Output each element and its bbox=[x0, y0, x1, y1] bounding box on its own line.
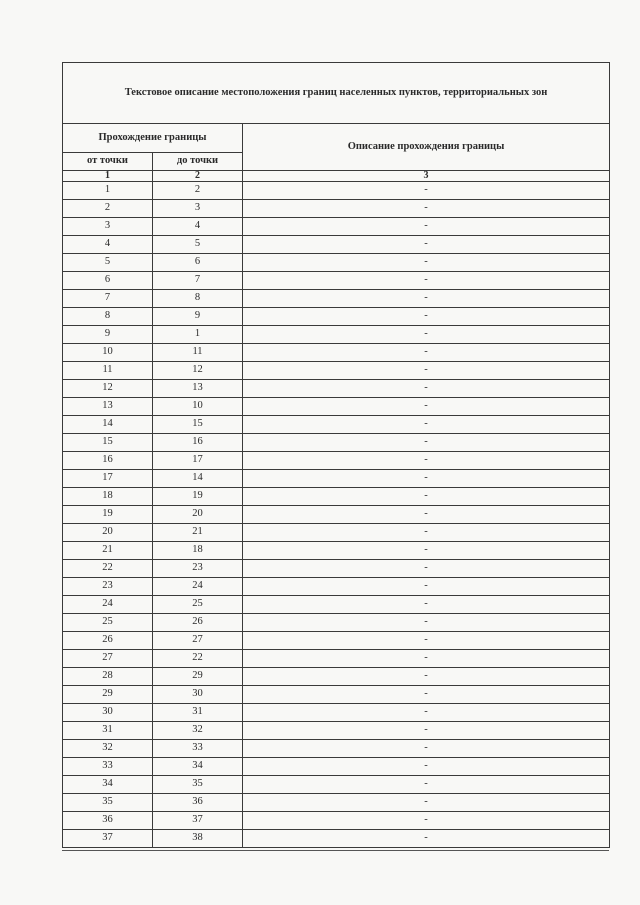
from-point-cell: 20 bbox=[63, 524, 153, 542]
to-point-cell: 30 bbox=[153, 686, 243, 704]
from-point-cell: 5 bbox=[63, 254, 153, 272]
from-point-cell: 2 bbox=[63, 200, 153, 218]
from-point-cell: 8 bbox=[63, 308, 153, 326]
from-point-cell: 15 bbox=[63, 434, 153, 452]
to-point-cell: 9 bbox=[153, 308, 243, 326]
column-number-3: 3 bbox=[243, 171, 610, 182]
description-cell: - bbox=[243, 416, 610, 434]
title-row bbox=[63, 63, 610, 124]
to-point-cell: 5 bbox=[153, 236, 243, 254]
from-point-cell: 21 bbox=[63, 542, 153, 560]
description-cell: - bbox=[243, 272, 610, 290]
to-point-cell: 8 bbox=[153, 290, 243, 308]
column-number-2: 2 bbox=[153, 171, 243, 182]
to-point-cell: 24 bbox=[153, 578, 243, 596]
description-cell: - bbox=[243, 362, 610, 380]
from-point-cell: 37 bbox=[63, 830, 153, 848]
description-cell: - bbox=[243, 524, 610, 542]
from-point-cell: 30 bbox=[63, 704, 153, 722]
description-cell: - bbox=[243, 236, 610, 254]
to-point-cell: 33 bbox=[153, 740, 243, 758]
to-point-cell: 31 bbox=[153, 704, 243, 722]
table-row bbox=[63, 830, 610, 848]
description-cell: - bbox=[243, 470, 610, 488]
from-point-cell: 32 bbox=[63, 740, 153, 758]
header-from-point: от точки bbox=[63, 153, 153, 171]
from-point-cell: 3 bbox=[63, 218, 153, 236]
description-cell: - bbox=[243, 434, 610, 452]
description-cell: - bbox=[243, 704, 610, 722]
to-point-cell: 3 bbox=[153, 200, 243, 218]
to-point-cell: 37 bbox=[153, 812, 243, 830]
to-point-cell: 11 bbox=[153, 344, 243, 362]
from-point-cell: 9 bbox=[63, 326, 153, 344]
to-point-cell: 22 bbox=[153, 650, 243, 668]
from-point-cell: 23 bbox=[63, 578, 153, 596]
table-row bbox=[63, 812, 610, 830]
from-point-cell: 29 bbox=[63, 686, 153, 704]
table-row bbox=[63, 668, 610, 686]
table-row bbox=[63, 416, 610, 434]
description-cell: - bbox=[243, 722, 610, 740]
table-row bbox=[63, 704, 610, 722]
to-point-cell: 7 bbox=[153, 272, 243, 290]
table-row bbox=[63, 326, 610, 344]
table-row bbox=[63, 650, 610, 668]
table-row bbox=[63, 218, 610, 236]
description-cell: - bbox=[243, 578, 610, 596]
table-row bbox=[63, 308, 610, 326]
description-cell: - bbox=[243, 200, 610, 218]
to-point-cell: 18 bbox=[153, 542, 243, 560]
from-point-cell: 10 bbox=[63, 344, 153, 362]
to-point-cell: 6 bbox=[153, 254, 243, 272]
to-point-cell: 1 bbox=[153, 326, 243, 344]
description-cell: - bbox=[243, 650, 610, 668]
to-point-cell: 38 bbox=[153, 830, 243, 848]
table-row bbox=[63, 254, 610, 272]
to-point-cell: 16 bbox=[153, 434, 243, 452]
description-cell: - bbox=[243, 254, 610, 272]
description-cell: - bbox=[243, 542, 610, 560]
from-point-cell: 16 bbox=[63, 452, 153, 470]
table-row bbox=[63, 290, 610, 308]
description-cell: - bbox=[243, 218, 610, 236]
document-title: Текстовое описание местоположения границ населенных пунктов, территориальных зон bbox=[63, 63, 610, 124]
table-row bbox=[63, 182, 610, 200]
table-row bbox=[63, 506, 610, 524]
table-row bbox=[63, 632, 610, 650]
table-row bbox=[63, 362, 610, 380]
description-cell: - bbox=[243, 830, 610, 848]
to-point-cell: 2 bbox=[153, 182, 243, 200]
to-point-cell: 23 bbox=[153, 560, 243, 578]
to-point-cell: 26 bbox=[153, 614, 243, 632]
to-point-cell: 19 bbox=[153, 488, 243, 506]
table-row bbox=[63, 596, 610, 614]
to-point-cell: 14 bbox=[153, 470, 243, 488]
header-to-point: до точки bbox=[153, 153, 243, 171]
from-point-cell: 24 bbox=[63, 596, 153, 614]
description-cell: - bbox=[243, 668, 610, 686]
to-point-cell: 35 bbox=[153, 776, 243, 794]
table-row bbox=[63, 740, 610, 758]
from-point-cell: 11 bbox=[63, 362, 153, 380]
description-cell: - bbox=[243, 812, 610, 830]
description-cell: - bbox=[243, 344, 610, 362]
description-cell: - bbox=[243, 308, 610, 326]
boundary-table-body bbox=[63, 63, 610, 848]
description-cell: - bbox=[243, 686, 610, 704]
from-point-cell: 33 bbox=[63, 758, 153, 776]
from-point-cell: 31 bbox=[63, 722, 153, 740]
description-cell: - bbox=[243, 596, 610, 614]
table-row bbox=[63, 470, 610, 488]
column-number-1: 1 bbox=[63, 171, 153, 182]
table-row bbox=[63, 272, 610, 290]
to-point-cell: 12 bbox=[153, 362, 243, 380]
from-point-cell: 4 bbox=[63, 236, 153, 254]
description-cell: - bbox=[243, 794, 610, 812]
from-point-cell: 6 bbox=[63, 272, 153, 290]
table-row bbox=[63, 200, 610, 218]
to-point-cell: 17 bbox=[153, 452, 243, 470]
from-point-cell: 28 bbox=[63, 668, 153, 686]
description-cell: - bbox=[243, 290, 610, 308]
description-cell: - bbox=[243, 488, 610, 506]
to-point-cell: 27 bbox=[153, 632, 243, 650]
to-point-cell: 21 bbox=[153, 524, 243, 542]
to-point-cell: 20 bbox=[153, 506, 243, 524]
description-cell: - bbox=[243, 758, 610, 776]
table-row bbox=[63, 344, 610, 362]
description-cell: - bbox=[243, 452, 610, 470]
table-row bbox=[63, 434, 610, 452]
description-cell: - bbox=[243, 560, 610, 578]
table-row bbox=[63, 452, 610, 470]
to-point-cell: 32 bbox=[153, 722, 243, 740]
to-point-cell: 10 bbox=[153, 398, 243, 416]
table-row bbox=[63, 524, 610, 542]
description-cell: - bbox=[243, 326, 610, 344]
from-point-cell: 35 bbox=[63, 794, 153, 812]
description-cell: - bbox=[243, 776, 610, 794]
from-point-cell: 19 bbox=[63, 506, 153, 524]
description-cell: - bbox=[243, 398, 610, 416]
from-point-cell: 13 bbox=[63, 398, 153, 416]
table-row bbox=[63, 488, 610, 506]
boundary-table bbox=[62, 62, 610, 848]
description-cell: - bbox=[243, 380, 610, 398]
description-cell: - bbox=[243, 506, 610, 524]
table-row bbox=[63, 686, 610, 704]
to-point-cell: 13 bbox=[153, 380, 243, 398]
table-row bbox=[63, 794, 610, 812]
to-point-cell: 25 bbox=[153, 596, 243, 614]
table-row bbox=[63, 614, 610, 632]
table-row bbox=[63, 560, 610, 578]
from-point-cell: 22 bbox=[63, 560, 153, 578]
table-row bbox=[63, 758, 610, 776]
from-point-cell: 12 bbox=[63, 380, 153, 398]
table-row bbox=[63, 542, 610, 560]
from-point-cell: 17 bbox=[63, 470, 153, 488]
to-point-cell: 15 bbox=[153, 416, 243, 434]
to-point-cell: 36 bbox=[153, 794, 243, 812]
from-point-cell: 25 bbox=[63, 614, 153, 632]
table-row bbox=[63, 578, 610, 596]
from-point-cell: 26 bbox=[63, 632, 153, 650]
table-row bbox=[63, 776, 610, 794]
to-point-cell: 4 bbox=[153, 218, 243, 236]
from-point-cell: 7 bbox=[63, 290, 153, 308]
header-boundary-passage: Прохождение границы bbox=[63, 124, 243, 153]
description-cell: - bbox=[243, 614, 610, 632]
page-bottom-rule bbox=[62, 850, 609, 851]
from-point-cell: 36 bbox=[63, 812, 153, 830]
column-number-row bbox=[63, 171, 610, 182]
to-point-cell: 34 bbox=[153, 758, 243, 776]
from-point-cell: 1 bbox=[63, 182, 153, 200]
description-cell: - bbox=[243, 740, 610, 758]
header-description: Описание прохождения границы bbox=[243, 124, 610, 171]
table-row bbox=[63, 722, 610, 740]
description-cell: - bbox=[243, 182, 610, 200]
from-point-cell: 14 bbox=[63, 416, 153, 434]
to-point-cell: 29 bbox=[153, 668, 243, 686]
from-point-cell: 27 bbox=[63, 650, 153, 668]
table-row bbox=[63, 236, 610, 254]
header-row-group bbox=[63, 124, 610, 153]
from-point-cell: 34 bbox=[63, 776, 153, 794]
description-cell: - bbox=[243, 632, 610, 650]
table-row bbox=[63, 398, 610, 416]
table-row bbox=[63, 380, 610, 398]
from-point-cell: 18 bbox=[63, 488, 153, 506]
